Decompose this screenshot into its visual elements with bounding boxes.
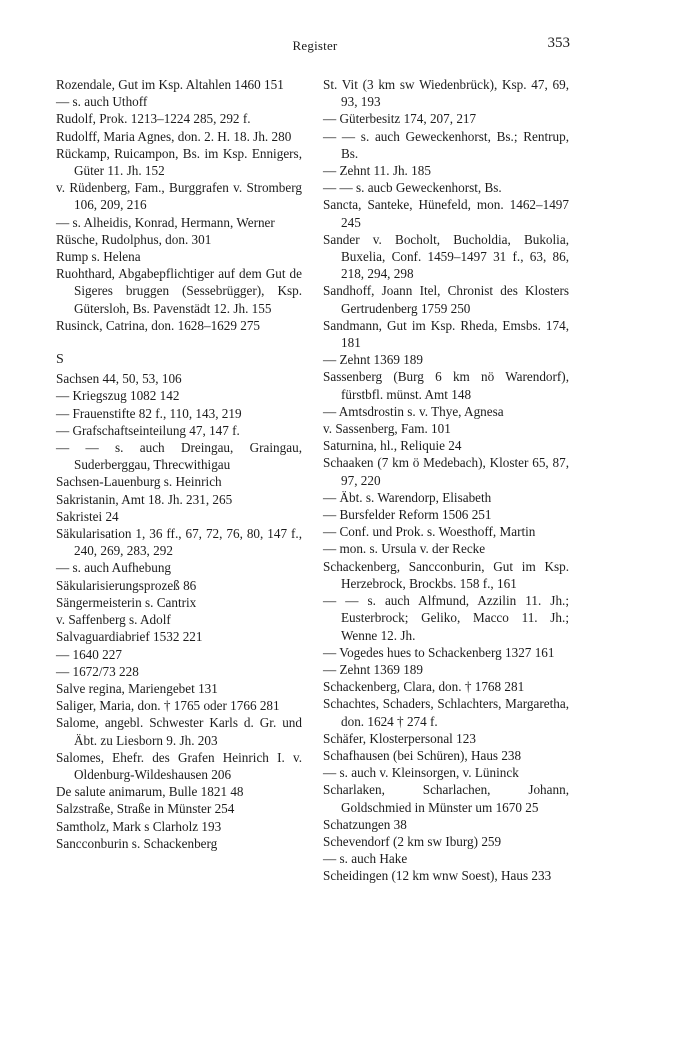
index-entry: Scharlaken, Scharlachen, Johann, Goldschmied in Münster um 1670 25 — [323, 782, 569, 815]
index-entry: Schevendorf (2 km sw Iburg) 259 — [323, 833, 502, 849]
index-entry: — Grafschaftseinteilung 47, 147 f. — [56, 422, 240, 438]
index-entry: Sander v. Bocholt, Bucholdia, Bukolia, Buxelia, Conf. 1459–1497 31 f., 63, 86, 218, 294, 298 — [323, 231, 569, 282]
index-entry: — 1672/73 228 — [56, 663, 139, 679]
index-entry: Schaaken (7 km ö Medebach), Kloster 65, 87, 97, 220 — [323, 455, 569, 488]
index-entry: Rüsche, Rudolphus, don. 301 — [56, 231, 212, 247]
index-entry: — s. auch Aufhebung — [56, 560, 172, 576]
index-entry: — Güterbesitz 174, 207, 217 — [323, 111, 477, 127]
index-entry: Sängermeisterin s. Cantrix — [56, 594, 197, 610]
page-number: 353 — [547, 35, 570, 51]
index-entry: — Zehnt 11. Jh. 185 — [323, 163, 431, 179]
index-entry: Sandmann, Gut im Ksp. Rheda, Emsbs. 174, 181 — [323, 317, 569, 351]
index-entry: — Äbt. s. Warendorp, Elisabeth — [323, 489, 492, 505]
index-entry: Schäfer, Klosterpersonal 123 — [323, 730, 476, 746]
index-entry: — — s. auch Alfmund, Azzilin 11. Jh.; Eusterbrock; Geliko, Macco 11. Jh.; Wenne 12. Jh. — [323, 593, 569, 643]
index-entry: — — s. auch Geweckenhorst, Bs.; Rentrup, Bs. — [323, 128, 569, 161]
index-entry: Sancta, Santeke, Hünefeld, mon. 1462–1497 245 — [323, 197, 569, 230]
index-entry: Saliger, Maria, don. † 1765 oder 1766 281 — [56, 698, 280, 714]
index-entry: Salvaguardiabrief 1532 221 — [56, 629, 203, 645]
index-entry: Schackenberg, Clara, don. † 1768 281 — [323, 679, 525, 695]
index-entry: — Frauenstifte 82 f., 110, 143, 219 — [56, 405, 242, 421]
index-entry: v. Sassenberg, Fam. 101 — [323, 421, 451, 437]
index-entry: — s. auch Uthoff — [56, 94, 148, 110]
index-entry: Rudolff, Maria Agnes, don. 2. H. 18. Jh. 280 — [56, 128, 292, 144]
entries-s-group — [56, 370, 302, 852]
index-entry: De salute animarum, Bulle 1821 48 — [56, 784, 244, 800]
index-entry: St. Vit (3 km sw Wiedenbrück), Ksp. 47, 69, 93, 193 — [323, 77, 569, 110]
index-entry: — Kriegszug 1082 142 — [56, 388, 180, 404]
index-entry: — Conf. und Prok. s. Woesthoff, Martin — [323, 524, 536, 540]
index-entry: — 1640 227 — [56, 646, 122, 662]
index-entry: Sachsen 44, 50, 53, 106 — [56, 371, 182, 387]
index-entry: Sassenberg (Burg 6 km nö Warendorf), fürstbfl. münst. Amt 148 — [323, 369, 569, 402]
running-header: Register — [292, 38, 338, 53]
index-entry: Schatzungen 38 — [323, 816, 407, 832]
index-entry: — Amtsdrostin s. v. Thye, Agnesa — [323, 403, 504, 419]
left-column — [56, 76, 302, 852]
index-entry: Samtholz, Mark s Clarholz 193 — [56, 818, 222, 834]
index-entry: Sakristanin, Amt 18. Jh. 231, 265 — [56, 491, 233, 507]
index-entry: Rusinck, Catrina, don. 1628–1629 275 — [56, 317, 261, 333]
index-entry: v. Saffenberg s. Adolf — [56, 612, 171, 628]
index-entry: Sandhoff, Joann Itel, Chronist des Klosters Gertrudenberg 1759 250 — [323, 283, 569, 316]
index-entry: — — s. auch Dreingau, Graingau, Suderberggau, Threcwithigau — [56, 440, 302, 473]
index-entry: Rump s. Helena — [56, 249, 141, 265]
index-entry: Salomes, Ehefr. des Grafen Heinrich I. v. Oldenburg-Wildeshausen 206 — [56, 749, 302, 782]
index-entry: — Vogedes hues to Schackenberg 1327 161 — [323, 644, 555, 660]
index-entry: Sachsen-Lauenburg s. Heinrich — [56, 474, 222, 490]
index-entry: Schafhausen (bei Schüren), Haus 238 — [323, 747, 522, 763]
entries-r-group — [56, 76, 302, 334]
right-column — [323, 76, 569, 885]
index-entry: — Zehnt 1369 189 — [323, 661, 423, 677]
index-entry: Sakristei 24 — [56, 508, 119, 524]
index-entry: Schackenberg, Sancconburin, Gut im Ksp. Herzebrock, Brockbs. 158 f., 161 — [323, 558, 569, 591]
index-entry: — Zehnt 1369 189 — [323, 352, 423, 368]
index-entry: — Bursfelder Reform 1506 251 — [323, 507, 492, 523]
section-letter: S — [56, 352, 64, 368]
index-entry: — mon. s. Ursula v. der Recke — [323, 541, 486, 557]
index-entry: — s. auch Hake — [323, 851, 408, 867]
index-entry: v. Rüdenberg, Fam., Burggrafen v. Stromberg 106, 209, 216 — [56, 180, 302, 213]
index-entry: Scheidingen (12 km wnw Soest), Haus 233 — [323, 868, 552, 884]
index-entry: Sancconburin s. Schackenberg — [56, 835, 218, 851]
index-entry: Rudolf, Prok. 1213–1224 285, 292 f. — [56, 111, 251, 127]
index-entry: Rückamp, Ruicampon, Bs. im Ksp. Ennigers, Güter 11. Jh. 152 — [56, 145, 302, 179]
index-entry: Säkularisation 1, 36 ff., 67, 72, 76, 80, 147 f., 240, 269, 283, 292 — [56, 526, 302, 559]
index-entry: Saturnina, hl., Reliquie 24 — [323, 438, 462, 454]
index-entry: — s. auch v. Kleinsorgen, v. Lüninck — [323, 765, 519, 781]
index-entry: — — s. aucb Geweckenhorst, Bs. — [323, 180, 502, 196]
index-entry: Rozendale, Gut im Ksp. Altahlen 1460 151 — [56, 77, 284, 92]
index-entry: Salome, angebl. Schwester Karls d. Gr. und Äbt. zu Liesborn 9. Jh. 203 — [56, 715, 302, 748]
index-entry: Ruohthard, Abgabepflichtiger auf dem Gut de Sigeres bruggen (Sessebrügger), Ksp. Gütersloh, Bs. Pavenstädt 12. Jh. 155 — [56, 266, 302, 316]
index-entry: — s. Alheidis, Konrad, Hermann, Werner — [56, 214, 275, 230]
entries-right-group — [323, 76, 569, 885]
index-entry: Salve regina, Mariengebet 131 — [56, 680, 218, 696]
index-entry: Salzstraße, Straße in Münster 254 — [56, 801, 235, 817]
index-entry: Schachtes, Schaders, Schlachters, Margaretha, don. 1624 † 274 f. — [323, 696, 569, 729]
index-entry: Säkularisierungsprozeß 86 — [56, 577, 197, 593]
